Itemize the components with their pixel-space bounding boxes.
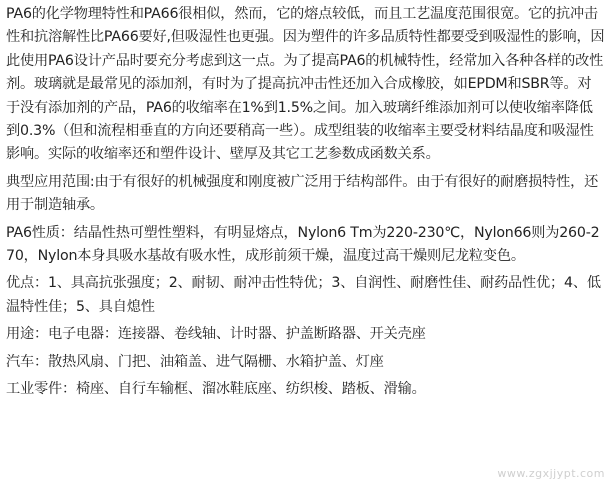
paragraph-pa6-nature: PA6性质：结晶性热可塑性塑料，有明显熔点，Nylon6 Tm为220-230℃，Nylon66则为260-270，Nylon本身具吸水基故有吸水性，成形前须干燥，温度过高干燥则尼龙粒变色。 xyxy=(6,224,600,265)
paragraph-typical-applications: 典型应用范围:由于有很好的机械强度和刚度被广泛用于结构部件。由于有很好的耐磨损特性，还用于制造轴承。 xyxy=(6,173,599,214)
paragraph-advantages: 优点：1、具高抗张强度；2、耐韧、耐冲击性特优；3、自润性、耐磨性佳、耐药品性优；4、低温特性佳；5、具自熄性 xyxy=(6,275,601,315)
site-watermark: www.zgxjjypt.com xyxy=(497,467,605,480)
document-body xyxy=(6,3,605,406)
paragraph-uses-electronics: 用途：电子电器：连接器、卷线轴、计时器、护盖断路器、开关壳座 xyxy=(6,326,426,343)
paragraph-pa6-properties: PA6的化学物理特性和PA66很相似，然而，它的熔点较低，而且工艺温度范围很宽。它的抗冲击性和抗溶解性比PA66要好,但吸湿性也更强。因为塑件的许多品质特性都要受到吸湿性的影响，因此使用PA6设计产品时要充分考虑到这一点。为了提高PA6的机械特性，经常加入各种各样的改性剂。玻璃就是最常见的添加剂，有时为了提高抗冲击性还加入合成橡胶，如EPDM和SBR等。对于没有添加剂的产品，PA6的收缩率在1%到1.5%之间。加入玻璃纤维添加剂可以使收缩率降低到0.3%（但和流程相垂直的方向还要稍高一些）。成型组装的收缩率主要受材料结晶度和吸湿性影响。实际的收缩率还和塑件设计、壁厚及其它工艺参数成函数关系。 xyxy=(6,6,605,163)
paragraph-uses-industrial: 工业零件：椅座、自行车输框、溜冰鞋底座、纺织梭、踏板、滑输。 xyxy=(6,381,426,398)
paragraph-uses-automotive: 汽车：散热风扇、门把、油箱盖、进气隔栅、水箱护盖、灯座 xyxy=(6,353,384,370)
